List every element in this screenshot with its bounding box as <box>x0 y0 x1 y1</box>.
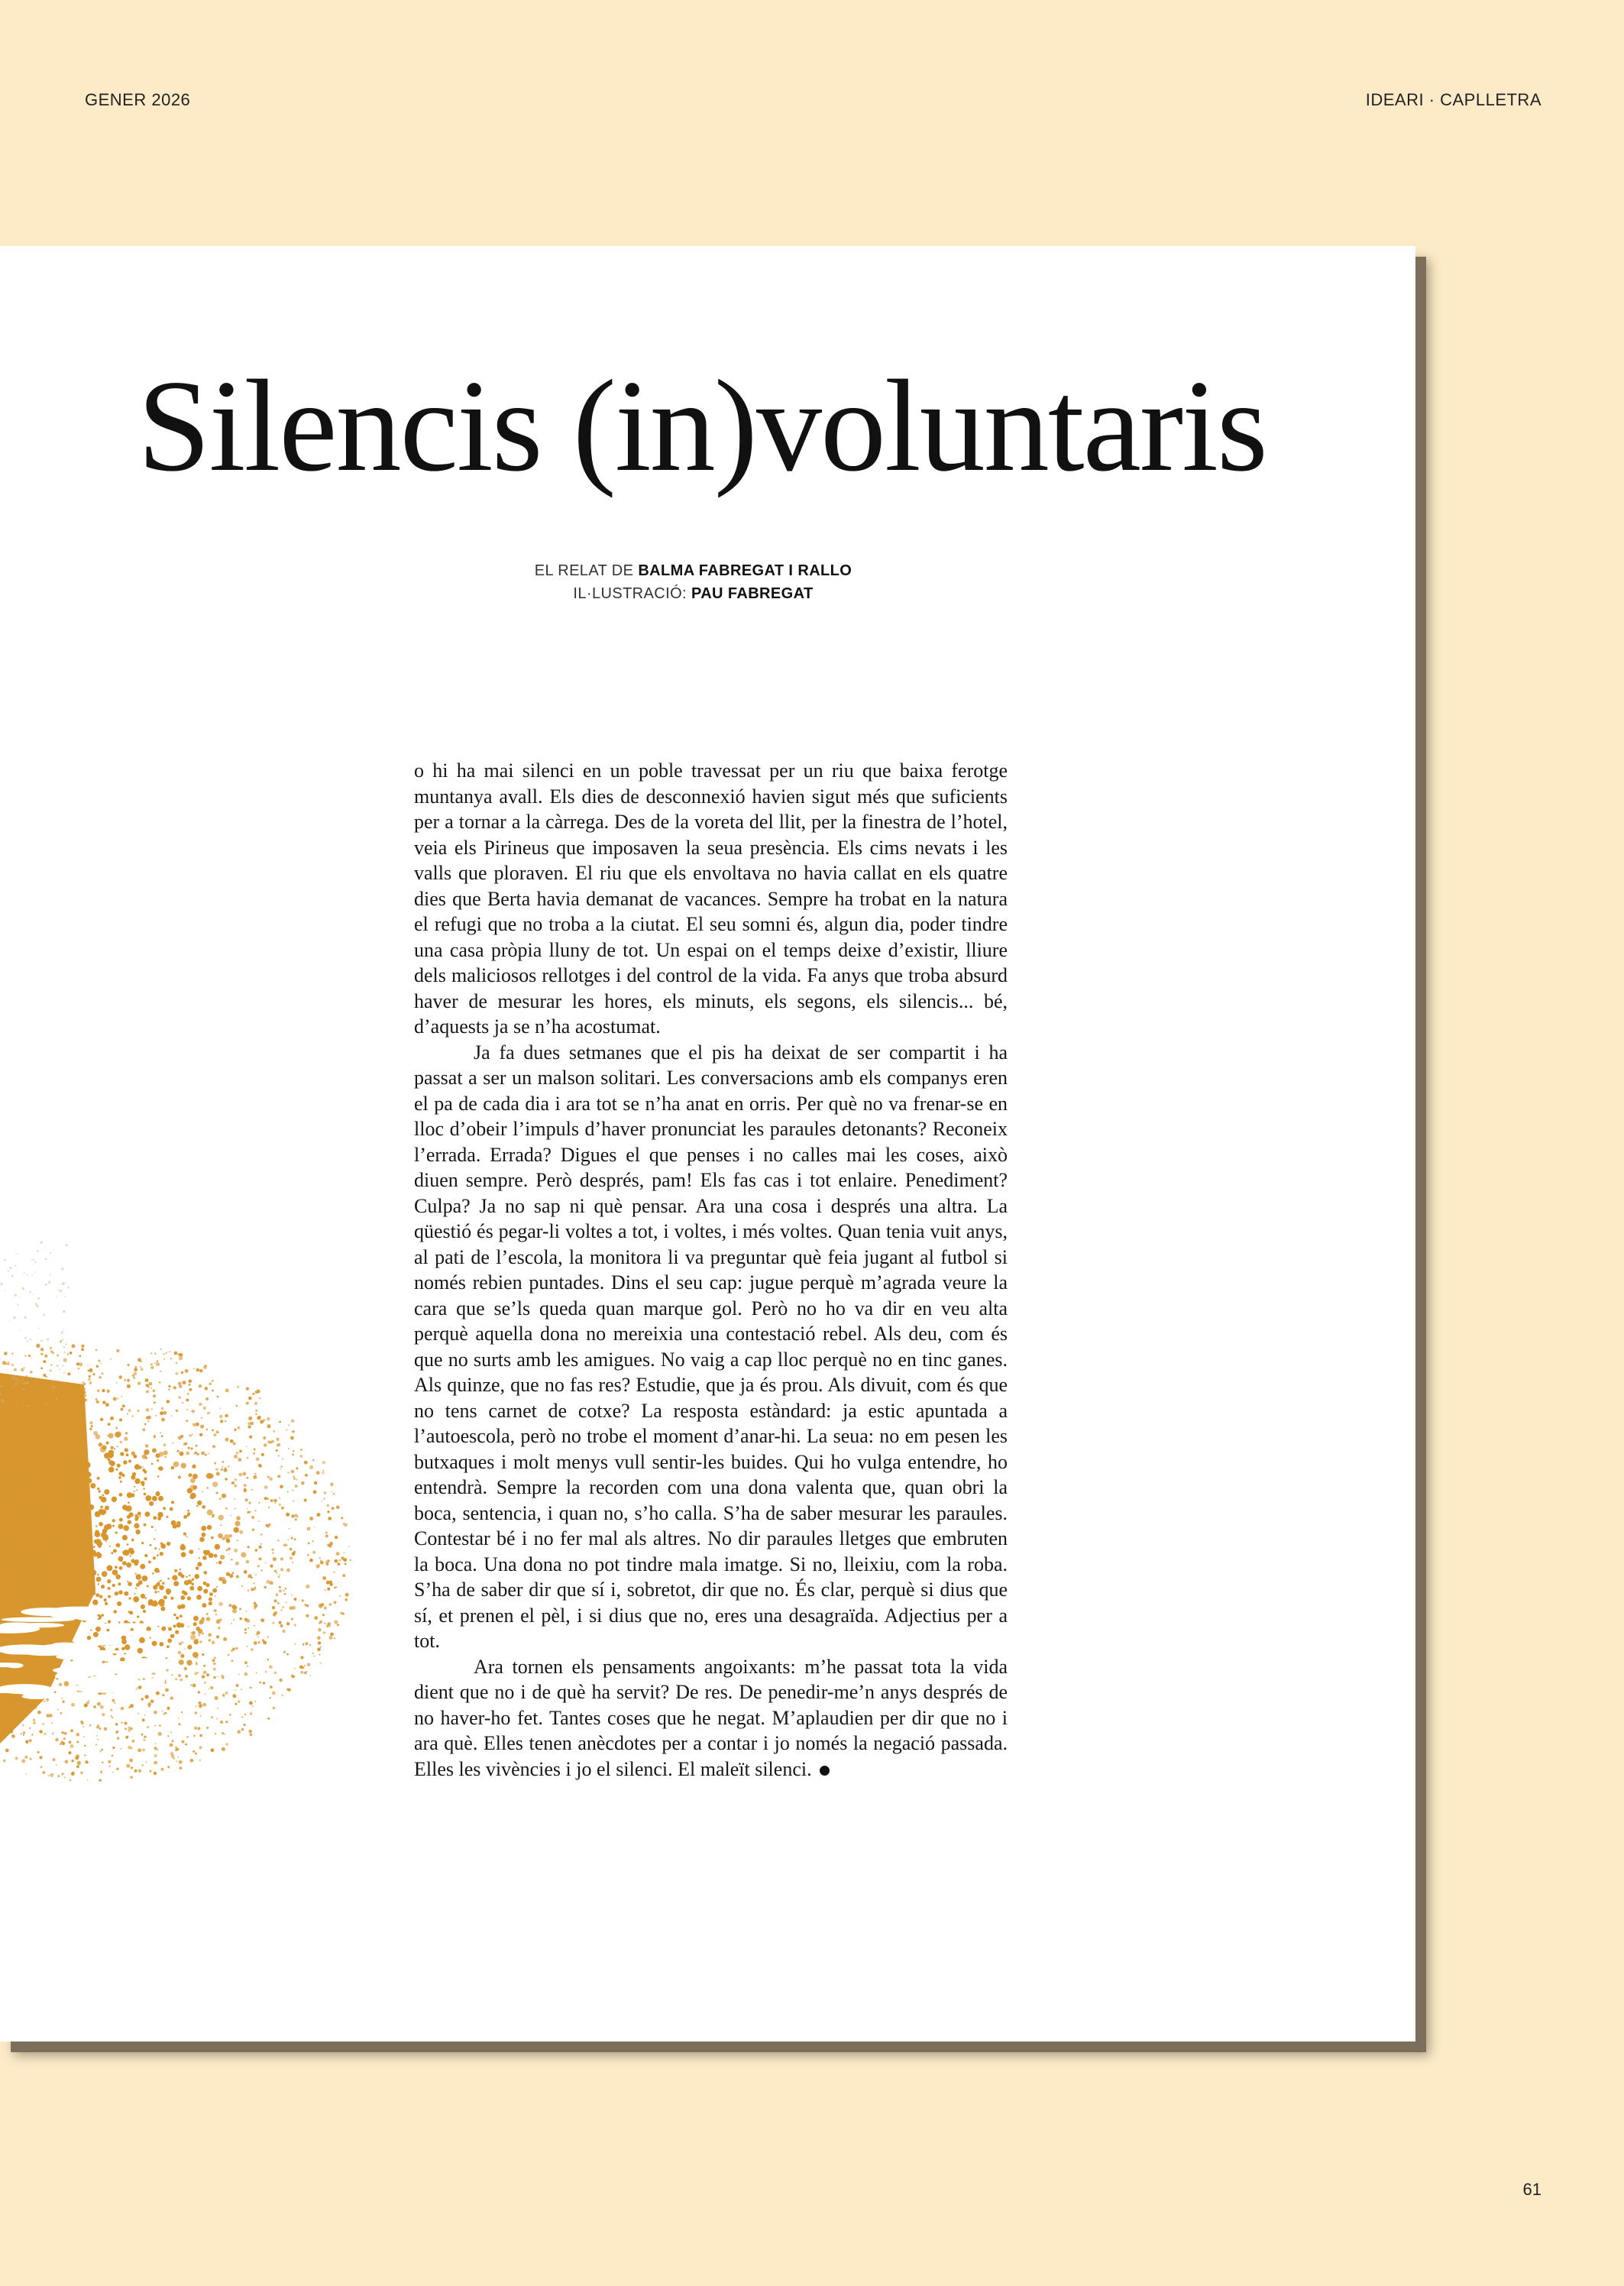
illustrator-name: PAU FABREGAT <box>691 585 814 602</box>
section-label: IDEARI · CAPLLETRA <box>1365 90 1542 109</box>
author-name: BALMA FABREGAT I RALLO <box>638 562 852 579</box>
paragraph-text: Ara tornen els pensaments angoixants: m’he passat tota la vida dient que no i de què ha servit? De res. De penedir-me’n anys després de no haver-ho fet. Tantes coses que he negat. M’aplaudien per dir que no i ara què. Elles tenen anècdotes per a contar i jo només la negació passada. Elles les vivències i jo el silenci. El maleït silenci. <box>414 1655 1008 1780</box>
author-credit <box>0 559 1386 582</box>
article-body <box>414 758 1008 1782</box>
issue-date: GENER 2026 <box>85 90 191 109</box>
ochre-splatter-illustration <box>0 246 397 2042</box>
illustrator-credit-prefix: IL·LUSTRACIÓ: <box>573 585 691 602</box>
paragraph: Ja fa dues setmanes que el pis ha deixat de ser compartit i ha passat a ser un malson solitari. Les conversacions amb els companys eren el pa de cada dia i ara tot se n’ha anat en orris. Per què no va frenar-se en lloc d’obeir l’impuls d’haver pronunciat les paraules detonants? Reconeix l’errada. Errada? Digues el que penses i no calles mai les coses, això diuen sempre. Però després, pam! Els fas cas i tot enlaire. Penediment? Culpa? Ja no sap ni què pensar. Ara una cosa i després una altra. La qüestió és pegar-li voltes a tot, i voltes, i més voltes. Quan tenia vuit anys, al pati de l’escola, la monitora li va preguntar què feia jugant al futbol si només rebien puntades. Dins el seu cap: jugue perquè m’agrada veure la cara que se’ls queda quan marque gol. Però no ho va dir en veu alta perquè aquella dona no mereixia una contestació rebel. Als deu, com és que no surts amb les amigues. No vaig a cap lloc perquè no en tinc ganes. Als quinze, que no fas res? Estudie, que ja és prou. Als divuit, com és que no tens carnet de cotxe? La resposta estàndard: ja estic apuntada a l’autoescola, però no trobe el moment d’anar-hi. La seua: no em pesen les butxaques i molt menys vull sentir-les buides. Qui ho vulga entendre, ho entendrà. Sempre la recorden com una dona valenta que, quan obri la boca, sentencia, i quan no, s’ho calla. S’ha de saber mesurar les paraules. Contestar bé i no fer mal als altres. No dir paraules lletges que embruten la boca. Una dona no pot tindre mala imatge. Si no, lleixiu, com la roba. S’ha de saber dir que sí i, sobretot, dir que no. És clar, perquè si dius que sí, et prenen el pèl, i si dius que no, eres una desagraïda. Adjectius per a tot. <box>414 1041 1008 1652</box>
paragraph-final <box>414 1654 1008 1782</box>
illustrator-credit <box>0 582 1386 605</box>
author-credit-prefix: EL RELAT DE <box>534 562 639 579</box>
article-title: Silencis (in)voluntaris <box>137 354 1267 499</box>
page-number: 61 <box>1522 2180 1542 2199</box>
paragraph: o hi ha mai silenci en un poble travessat per un riu que baixa ferotge muntanya avall. Els dies de desconnexió havien sigut més que suficients per a tornar a la càrrega. Des de la voreta del llit, per la finestra de l’hotel, veia els Pirineus que imposaven la seua presència. Els cims nevats i les valls que ploraven. El riu que els envoltava no havia callat en els quatre dies que Berta havia demanat de vacances. Sempre ha trobat en la natura el refugi que no troba a la ciutat. El seu somni és, algun dia, poder tindre una casa pròpia lluny de tot. Un espai on el temps deixe d’existir, lliure dels maliciosos rellotges i del control de la vida. Fa anys que troba absurd haver de mesurar les hores, els minuts, els segons, els silencis... bé, d’aquests ja se n’ha acostumat. <box>414 759 1008 1038</box>
end-of-article-dot-icon <box>820 1766 830 1776</box>
article-sheet <box>0 246 1415 2042</box>
byline <box>0 559 1386 605</box>
